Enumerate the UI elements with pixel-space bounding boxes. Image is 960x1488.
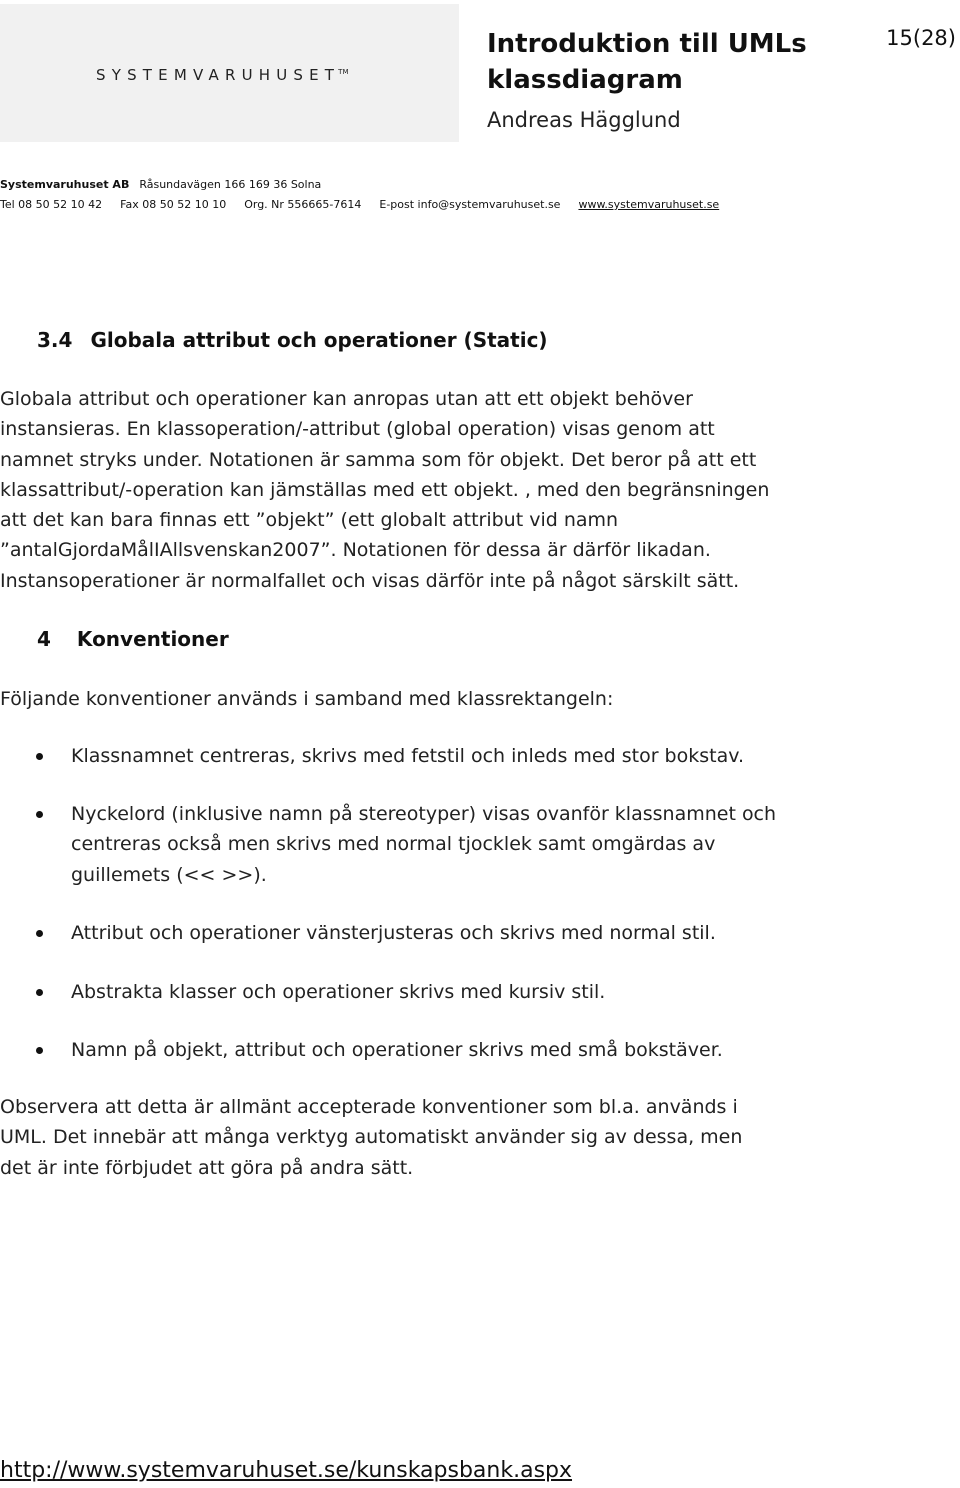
logo-text: SYSTEMVARUHUSET (96, 66, 341, 84)
logo-wordmark (96, 66, 349, 84)
company-email[interactable]: E-post info@systemvaruhuset.se (379, 198, 561, 211)
section-heading-4 (37, 627, 229, 651)
list-item-text: Namn på objekt, attribut och operationer skrivs med små bokstäver. (71, 1039, 723, 1061)
bullet-icon (36, 1047, 43, 1054)
company-address: Råsundavägen 166 169 36 Solna (139, 178, 322, 191)
bullet-icon (36, 811, 43, 818)
section-title: Konventioner (76, 627, 229, 651)
section-3-4-paragraph: Globala attribut och operationer kan anropas utan att ett objekt behöver instansieras. En klassoperation/-attribut (global operation) visas genom att namnet stryks under. Notationen är samma som för objekt. Det beror på att ett klassattribut/-operation kan jämställas med ett objekt. , med den begränsningen att det kan bara finnas ett ”objekt” (ett globalt attribut vid namn ”antalGjordaMålIAllsvenskan2007”. Notationen för dessa är därför likadan. Instansoperationer är normalfallet och visas därför inte på något särskilt sätt. (0, 388, 770, 592)
company-name: Systemvaruhuset AB (0, 178, 130, 191)
company-org: Org. Nr 556665-7614 (244, 198, 362, 211)
company-tel: Tel 08 50 52 10 42 (0, 198, 103, 211)
page-number: 15(28) (886, 26, 956, 50)
document-title: Introduktion till UMLs klassdiagram (487, 29, 807, 95)
section-title: Globala attribut och operationer (Static) (90, 328, 548, 352)
bullet-icon (36, 989, 43, 996)
document-author: Andreas Hägglund (487, 108, 681, 132)
list-item-text: Attribut och operationer vänsterjusteras och skrivs med normal stil. (71, 922, 716, 944)
section-4-closing: Observera att detta är allmänt accepterade konventioner som bl.a. används i UML. Det innebär att många verktyg automatiskt använder sig av dessa, men det är inte förbjudet att göra på andra sätt. (0, 1096, 743, 1179)
logo-trademark: TM (338, 68, 349, 76)
list-item-text: Klassnamnet centreras, skrivs med fetstil och inleds med stor bokstav. (71, 745, 745, 767)
list-item-text: Abstrakta klasser och operationer skrivs med kursiv stil. (71, 981, 606, 1003)
footer-link[interactable]: http://www.systemvaruhuset.se/kunskapsbank.aspx (0, 1458, 573, 1483)
list-item (0, 799, 958, 890)
list-item-text: Nyckelord (inklusive namn på stereotyper) visas ovanför klassnamnet och centreras också men skrivs med normal tjocklek samt omgärdas av guillemets (<< >>). (71, 803, 777, 886)
bullet-icon (36, 753, 43, 760)
company-contact-line (0, 198, 737, 211)
company-logo (0, 4, 459, 142)
section-4-intro: Följande konventioner används i samband med klassrektangeln: (0, 688, 614, 710)
bullet-icon (36, 930, 43, 937)
section-number: 4 (37, 627, 51, 651)
company-web-link[interactable]: www.systemvaruhuset.se (578, 198, 720, 211)
company-fax: Fax 08 50 52 10 10 (120, 198, 227, 211)
section-heading-3-4 (37, 328, 548, 352)
company-address-line (0, 178, 321, 191)
section-number: 3.4 (37, 328, 73, 352)
